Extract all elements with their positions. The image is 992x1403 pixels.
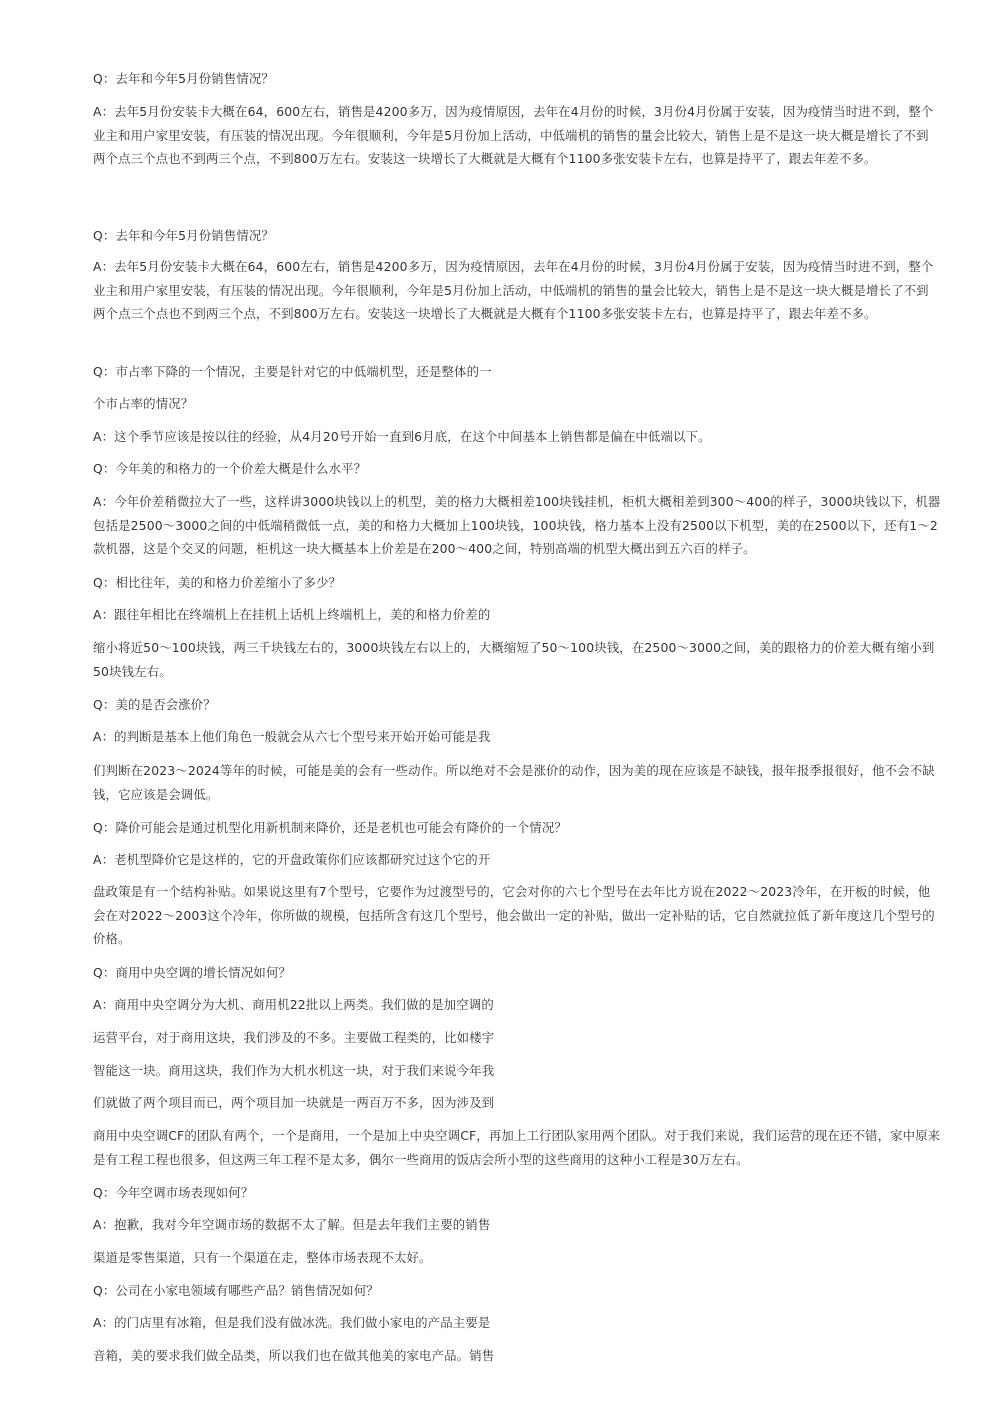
answer-paragraph: A：的门店里有冰箱，但是我们没有做冰洗。我们做小家电的产品主要是: [93, 1315, 491, 1330]
answer-paragraph-continued: 们判断在2023～2024等年的时候，可能是美的会有一些动作。所以绝对不会是涨价的动作，因为美的现在应该是不缺钱，报年报季报很好，他不会不缺钱，它应该是会调低。: [93, 763, 935, 802]
question-paragraph: Q：降价可能会是通过机型化用新机制来降价，还是老机也可能会有降价的一个情况？: [93, 820, 567, 835]
answer-paragraph: A：商用中央空调分为大机、商用机22批以上两类。我们做的是加空调的: [93, 997, 494, 1012]
answer-paragraph: A：跟往年相比在终端机上在挂机上话机上终端机上，美的和格力价差的: [93, 607, 491, 622]
answer-paragraph-continued: 智能这一块。商用这块，我们作为大机水机这一块，对于我们来说今年我: [93, 1063, 495, 1078]
question-paragraph-continued: 个市占率的情况？: [93, 396, 194, 411]
answer-paragraph-continued: 缩小将近50～100块钱，两三千块钱左右的，3000块钱左右以上的，大概缩短了50～100块钱，在2500～3000之间，美的跟格力的价差大概有缩小到50块钱左右。: [93, 640, 935, 679]
answer-paragraph: A：老机型降价它是这样的，它的开盘政策你们应该都研究过这个它的开: [93, 852, 491, 867]
answer-paragraph-continued: 渠道是零售渠道，只有一个渠道在走，整体市场表现不太好。: [93, 1250, 432, 1265]
question-paragraph: Q：相比往年，美的和格力价差缩小了多少？: [93, 575, 342, 590]
question-paragraph: Q：今年美的和格力的一个价差大概是什么水平？: [93, 461, 367, 476]
answer-paragraph-continued: 运营平台，对于商用这块，我们涉及的不多。主要做工程类的，比如楼宇: [93, 1030, 495, 1045]
answer-paragraph: A：去年5月份安装卡大概在64，600左右，销售是4200多万，因为疫情原因，去年在4月份的时候，3月份4月份属于安装，因为疫情当时进不到，整个业主和用户家里安装，有压装的情况出现。今年很顺利，今年是5月份加上活动，中低端机的销售的量会比较大，销售上是不是这一块大概是增长了不到两个点三个点也不到两三个点，不到800万左右。安装这一块增长了大概就是大概有个1100多张安装卡左右，也算是持平了，跟去年差不多。: [93, 259, 934, 322]
answer-paragraph: A：今年价差稍微拉大了一些，这样讲3000块钱以上的机型，美的格力大概相差100块钱挂机，柜机大概相差到300～400的样子，3000块钱以下，机器包括是2500～3000之间的中低端稍微低一点，美的和格力大概加上100块钱，100块钱，格力基本上没有2500以下机型，美的在2500以下，还有1～2款机器，这是个交叉的问题，柜机这一块大概基本上价差是在200～400之间，特别高端的机型大概出到五六百的样子。: [93, 494, 941, 557]
answer-paragraph-continued: 们就做了两个项目而已，两个项目加一块就是一两百万不多，因为涉及到: [93, 1095, 495, 1110]
answer-paragraph: A：去年5月份安装卡大概在64，600左右，销售是4200多万，因为疫情原因，去年在4月份的时候，3月份4月份属于安装，因为疫情当时进不到，整个业主和用户家里安装，有压装的情况出现。今年很顺利，今年是5月份加上活动，中低端机的销售的量会比较大，销售上是不是这一块大概是增长了不到两个点三个点也不到两三个点，不到800万左右。安装这一块增长了大概就是大概有个1100多张安装卡左右，也算是持平了，跟去年差不多。: [93, 104, 934, 167]
answer-paragraph: A：这个季节应该是按以往的经验，从4月20号开始一直到6月底，在这个中间基本上销售都是偏在中低端以下。: [93, 429, 711, 444]
question-paragraph: Q：去年和今年5月份销售情况？: [93, 228, 274, 243]
answer-paragraph-continued: 盘政策是有一个结构补贴。如果说这里有7个型号，它要作为过渡型号的，它会对你的六七个型号在去年比方说在2022～2023冷年，在开板的时候，他会在对2022～2003这个冷年，你所做的规模，包括所含有这几个型号，他会做出一定的补贴，做出一定补贴的话，它自然就拉低了新年度这几个型号的价格。: [93, 884, 935, 947]
question-paragraph: Q：商用中央空调的增长情况如何？: [93, 965, 292, 980]
question-paragraph: Q：市占率下降的一个情况，主要是针对它的中低端机型，还是整体的一: [93, 364, 492, 379]
answer-paragraph-continued: 音箱，美的要求我们做全品类，所以我们也在做其他美的家电产品。销售: [93, 1348, 495, 1363]
answer-paragraph: A：的判断是基本上他们角色一般就会从六七个型号来开始开始可能是我: [93, 729, 491, 744]
answer-paragraph: A：抱歉，我对今年空调市场的数据不太了解。但是去年我们主要的销售: [93, 1217, 491, 1232]
question-paragraph: Q：公司在小家电领域有哪些产品？销售情况如何？: [93, 1283, 379, 1298]
question-paragraph: Q：今年空调市场表现如何？: [93, 1185, 254, 1200]
question-paragraph: Q：去年和今年5月份销售情况？: [93, 71, 274, 86]
question-paragraph: Q：美的是否会涨价？: [93, 697, 216, 712]
answer-paragraph-continued: 商用中央空调CF的团队有两个，一个是商用，一个是加上中央空调CF，再加上工行团队家用两个团队。对于我们来说，我们运营的现在还不错，家中原来是有工程工程也很多，但这两三年工程不是太多，偶尔一些商用的饭店会所小型的这些商用的这种小工程是30万左右。: [93, 1128, 941, 1167]
